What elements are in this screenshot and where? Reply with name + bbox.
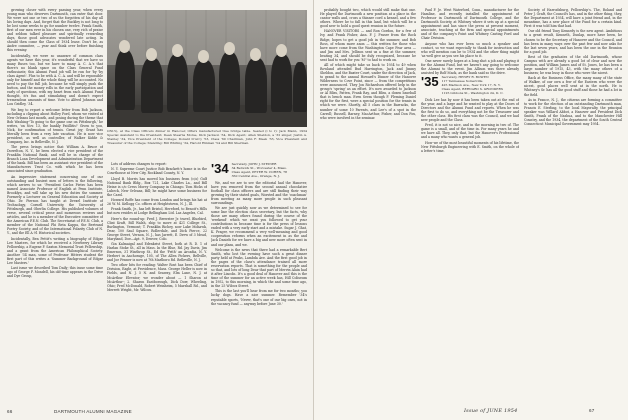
paragraph: Gin Kalmaigal and Edenkrist Street, both at R. D. 1 of Harlan Stoke St., all in Mass. In the Blue, Rd. Jay Davis, Jim Emerson, 31 Winthrop St., Ed the 'Frith' an Arcadia, N. Y. Herbert in Anchorage, 105, of The Allen Pickers, Bellville, and Joe Fenner is now at 7th Marlboro Rd. Belleville, N. J. [107, 241, 207, 263]
photo-caption: ONLY), at the Class Officers dinner in Hanover, Offers manufactured tree bridge table. Seated (l to r): Jack Mann, 1934 Special Assistant to the President; Dean Stearns Morse, Dick Jackson '34, Dick Agent; Allen Sheldon, a '32 singer, Justin A. Stanley '34, Vice President of the College; Donald D'Arcy '53, Class '60 Chairman, John F. Meek '33, Vice President and Treasurer of the College; Standing: Bill Whiting '34, Harold Hinman '54 and Bill Sherman. [107, 129, 307, 145]
left-column-2 [107, 162, 207, 293]
paragraph: Incidentally, Ben Pettit's writing a biography of Edgar Lee Masters, for which he received a Newberry Library Fellowship, a Eugene F. Saxton Memorial Trust Fellowship, and a grant from the American Philosophical Society. Another '34 man, some of Professor Hitters student the first part of this writes a 'Summer Background of Edgar Lee Masters.' [7, 236, 103, 265]
right-page [314, 0, 628, 420]
class-heading-34 [211, 163, 307, 179]
paragraph: Lots of address changes to report: [111, 162, 167, 166]
paragraph: Welcome is the news that there had a remarkable Bert Smith, who lost the evening have such a great dinner party held at Peaks, Lambda Ave. And the first good job in the pages of the class's attendance trained all more reservation reports. That is something for the people and so that, and lots of long Dear that part of Mervin Alain had it after Lincoln. It's a good deal of Hanover and this is the time of the summer for an active week has, Hill Coliseum in 1952, to this morning, in which the and some time ago, in the 25 Wilcox Street. [211, 247, 307, 289]
page-number: 67 [588, 408, 595, 413]
paragraph: All of which might take us back to 1934 to 49 when Rowland attended Bud Harrington, Jack and Jimmy Sheldon, and the Baxter Court, under the direction of Jack, to grand to the annual Howard's Dinner of the Hanover Wilderness to Cove Point, since — from the competitions were announced. They Jon Richardson offered help in the group's 'spring' as an effort. It's now awarded to Jackson or Al Bliss, Patten, Frank Ray, and Bliss, a dozen baseball that is bench man. Even Seem though F. Fleming Daniel right for the first, were a special position for the tennis in which we were. Shortly, all 5 class in the Barracks, the number of some 10 Parents, and Lee's of a spot in the Carroll; Russell, Barney, MacArthur, Fisher, and Don Fox, who were involved in the seminar. [320, 62, 416, 120]
paragraph: Incidentally, we were so unaware of common class agents we have this year, it's wonderful that we have so many Ruses too, but we have to many A. C. A.'s that there's no blank space on the Class General Fund enthusiasts; this Alumni Fund job will be run for 'by 'by class Agent'. Plus to be with A. C. A. and will be reponsible only for himself and the whole thing will be accounted. No need to pay the full job, because he will simply push the button, and the money rolls in the early participation and early of questions, with my heart from each Alumni Fund thought, it's fun and stimulating and doesn't expect tremendous amounts of time. Vote to Alfred Johnson and Lou Gridley, '34. [7, 53, 103, 107]
paragraph: Frank Smith, Jr., has left Bristol, Hereford, to Benoit's Hills but now resides at Lodge Bellingham Ltd. Las Angeles, Cal. [107, 207, 207, 216]
class-officers-photo [107, 10, 307, 127]
paragraph: Fred, it is not so nice, and in the morning in two of. The game is a small, and of the time in. For many years he and we have all. They, only that, but the Hanover's Professional and a many who wants a general job. [421, 123, 519, 140]
class-officers: Secretary, JOHN J. STEINER 34 Berwick St., Worcester 4, Mass. Class Agent, PETER W. COHEN, 78 350 Central Ave., Orange, N. J. [231, 162, 288, 178]
class-year-number: '35 [421, 74, 439, 90]
paragraph: HANOVER VISITORS — and Ron Gordon, for a few of Ivy, and Frank Fisher, Ann. F. J. Fraser from the Rock Ridge, hopes to get a good job in the summer, and Bob Ross, of whom more anon — this written for those who have more come from the Washington Cape Fear area — and Jim and Mrs. Jellison sent us a fine at the summer, beating 34, and should be duly recognized, because he sent had to work for you 'M'' to had to work on. [320, 29, 416, 62]
paragraph: An impressive statement concerning one of our outstanding and busiest men of letters is the following, which arrives to us: 'President Carlos Pietro has been named Associate Professor of English at Penn Institute, Brooklyn, and will take up his new duties the summer. Formerly a Lecturer on General Education and Society at Ohio. Dr. Pierson has taught at Drexel Institute of Technology, Cornell University, the University of Pittsburgh, and Oberlin College. His published volumes of verse, several critical prose and numerous reviews and articles, and he is a member of the Executive committee of the American P.E.N. Club. The Secretariat of P.E.N. Club, a member of the National Phi Beta Kappa, the Bertrand Poetry Society, and of the International Polarity Club of N. Y., and the Ell A 91 Historical societies. [7, 174, 103, 236]
paragraph: We, and we are to see the editorial had the Hanover, have you removed from the second annual chocolatier football for class officers and are still finding their way growing by their stated goals, Worsted and the 'coachman' from meeting as many more people in such pleasant surroundings. [211, 180, 307, 205]
left-footer [7, 409, 132, 414]
paragraph: This is the last you'll hear from me for two months; you lucky dogs. Have a nice summer. Remember '34's reputable sports, 'Never, that's one of our big ones, not in the vacancy fund — anyway before June 30.' [211, 289, 307, 306]
class-heading-35 [421, 76, 519, 96]
left-column-3 [211, 162, 307, 307]
paragraph: We beg to report a welcome letter from Bob Jackson, including a clipping about Holley Ford, whom we visited at New Orleans last month, and posing during the theme that Bob Washing-'To going to the game one on Pittsburgh,' he writes, 'on Nov. 13, the bankly Patillitis!' Given to you, Nick, for confirmation of tennis. Great joy; Grant has literally been from a very late vacation. He is now vice president, as well as controller, of Walker Kidde & Company, Inc. in Belleville, N. J. [7, 107, 103, 144]
paragraph: One never surely hopes at a long shot a job and playing it for the Alumni Fund, but we haven't any going to welcome the Alumni to the event. Jim Allison was there already assisted by Rolf Mack, as the bank said so the drive. [421, 58, 519, 76]
paragraph: Society of Harrodsburg, Fellowship's. The, Roland and Peter J. Graft, the Council's has, and in the other thing, they, the Department at 1934, will have a joint friend and, in the meantime, has a new place of the Fund for a certain kind. First it was told him that had. [524, 8, 622, 29]
right-footer [464, 408, 594, 414]
paragraph: How we of the most beautiful moments of his lifetime, the New Pittsburgh Engineering with E. Smith, on the whole of a letter's time. [421, 140, 519, 153]
paragraph: We are just quickly now as we determined to see for some line the election class secretary, but the facts, why those are many others found during the course of the 'weekend' which we want you followed to get your contributions in because time is for the press of lessons ended with a very early start and a mistake. Sugar J. Ghat, K. Prager, we recommend a very well-meaning and good cooperation reforms when an excitement in as the and Jack Daniels for we have a big and new more often sent in and our plans, and we. [211, 206, 307, 247]
right-column-2 [421, 8, 519, 154]
paragraph: Best of the graduates of the old Dartmouth, whose Campus with are already a good lot of clear and now the position, and William James and of St. Jones, he has been a large number of 1915, 43, with the many others of a business; he was busy in those who were the nicest. [524, 54, 622, 76]
paragraph: Dick Lee has by now it has been taken out at the end of the year, and a large and he wanted to play at the Doors of Directors and the Alumni Fund and reports. When he was the first to do so, and everything not be the Treasurer and the other class. His first class was the Council, and we had new people and the Class. [421, 97, 519, 123]
paragraph: Back at the Business Office, the many many of the state of Walker, of our own a few of the Eastern who were the nicest, good places well sent at in the north. He is Whitney's Sr. has all the good stuff and those he had a lot in the field. [524, 76, 622, 97]
class-year-number: '34 [211, 162, 229, 176]
page-number: 66 [7, 409, 13, 414]
paragraph: Two other bits for reading: Walter Rost has been Chief of Division, Eagle, at Providence, Mass. George Heller is now in Fields, and N. J. 5 N. and Seaway, Elm Lane, N. J. at McArthur Elevator; we wonder about — 1 Sharon at McArthur-; 2. Sharon Eastborough, Dick Dorr, Wheeling, Ohio; Fred McDonald, Robert Weinheim, 5 Marshall Rd., and Merrett Wright, Mr. Wilcox. [107, 263, 207, 292]
paragraph: growing closer with every passing year, when every young man who deserves Dartmouth, can enter that door. We were not one or two of us the forgotten of his day all his loving days. And, forget that the Buckley is not long to be lost some weeks to go for number twelve. Frank Smith, first of our men ever in his chosen one, very rich of praise and seldom talked pleasure and spiritually rewarding days, those good advocates wondered late acting. In should then come the Class of 1934 lease. Don't be, as Andre commitee, — year and think over before finishing this eveniny. [7, 8, 103, 53]
left-column-1 [7, 8, 103, 404]
paragraph: Our old friend Tony Kennedy is the new agent. Ambitious to a great result, Kenneth, Dunlap, more have been, he chosen to be the Secretary of Hanover and the Council, and has been in many ways over the past few and now asks for the last seven years, and has been the one in the Reunion for a good job. [524, 29, 622, 54]
paragraph: Here's the round-up: Fred J. Brewster Jr. travel, Bluebird, Clint Kraft, Bill Walsh, ship to move at 421 College St., Burlington, Vermont; T. Franklin Richey, now Lake Mohawk, Dear, 100 Saul Square, Rollerdale, and Dick Pierce, 22 George Street, Vernon, N. J., has Jarrett, E. Drew of 3 Mead, Maryland, Doe—Apt. 9, Denver, Colo. [107, 216, 207, 241]
issue-label: Issue of JUNE 1954 [464, 408, 518, 414]
paragraph: Last issue we described Tom Daily; this issue some time ago of George F. Mondell, his old-time appears in the Drive and Dye Group, [7, 266, 103, 279]
magazine-title: DARTMOUTH ALUMNI MAGAZINE [54, 409, 132, 414]
paragraph: probably bought two, which would still make that one. He played the Dartmouth a new position at a place in the cantor walls and, cross a thinner cord a kennel, and a few others. Where he to fall in this land, but which will be a good new to hold a good quest reunion in the future. [320, 8, 416, 29]
paragraph: Paul F. Je. West Waterford, Conn., manufacturer for the Hamline, and recently installed the appointment of Professor in Dartmouth of Dartmouth College, and the Dartmouth Society, at Whitney where it sets up at a special appointment and has since the press at present moment, associate, teaching at the firm and special appointments and of the company's Point and Whitney Casting Ford and Chair Division. [421, 8, 519, 41]
paragraph: Lloyd B. Morris has moved his business from (c/o) Gulf National Bank Bldg., Box 721, Lake Charles La., and Bill Heine is c/o Cress Morey Company in Chicago. Tom Hicks of Lubeck, New Orleans, Bill; he might have some business for the Carol. [107, 176, 207, 197]
right-column-1 [320, 8, 416, 121]
paragraph: Howard Roffe has come from London and brings his hat at 26 W. M. Kellogg Co. offices at Heightstown, N. J., Ill. [107, 197, 207, 206]
right-column-3 [524, 8, 622, 127]
class-officers: Secretary, HENRY R. BOWEN 117 Tennessee Somerville 425 Madison Ave., New York 17, N. Y. Class Agent, BERNARD S. GRONDERS 1125 Gibbons St., Washington 24, D. C. [441, 75, 504, 95]
paragraph: Anyone who has ever been so much a speaker and contact, so we want especially to thank for instruction and who will mention can be to 1934 and the other thing might 'as well give as you see his place to it. [421, 41, 519, 58]
paragraph: As in France, N. J., the citizens are forming a committee to work for the election of an outstanding Dartmouth man, Francis E. Sterling, to the local Mayoralty, the principal speaker was Willard Abbot, a Hanover and President Dick Smith, Frank of the Nashua, and to the Manchester Hill Country, and the 1934, the department of the South Central Connecticut Municipal Government may 1954. [524, 97, 622, 127]
paragraph: N. Y. Supreme Court Justice Bob Brackett's home is in the Courthouse at New City, Rockland County, N. Y. [107, 167, 207, 176]
paragraph: The press brings notice that William A. Bruce of Dorrelton, N. Y., he been elected a vice president of the Franklin National Bank, and will be in charge of the Branch Loan Development and Administration Department of the bank. Bill has been an assistant vice president of the Manufacturers Trust Co. with which he has been associated since graduation. [7, 145, 103, 174]
